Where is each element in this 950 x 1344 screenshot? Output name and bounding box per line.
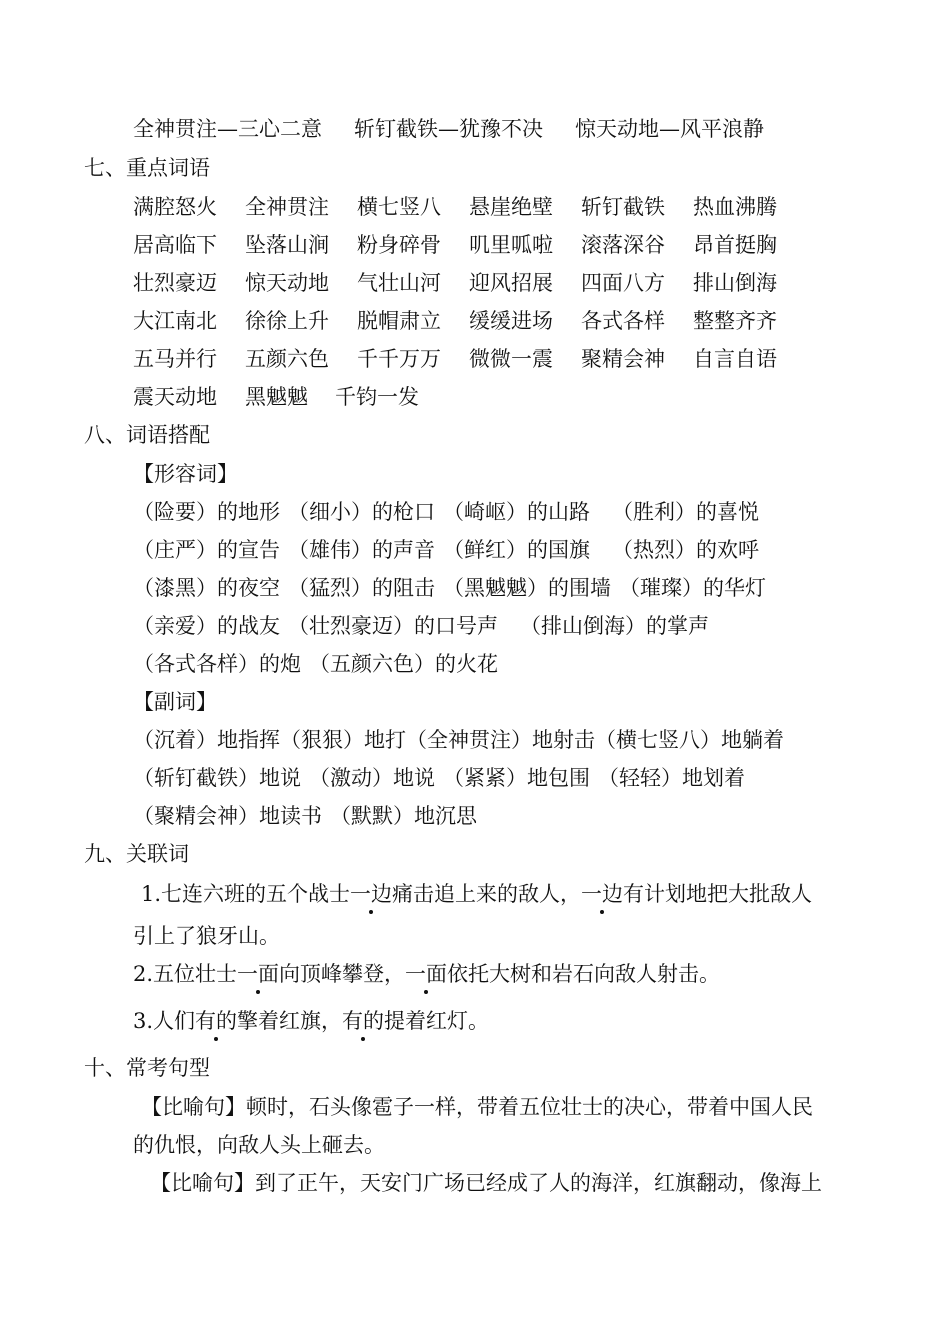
collocation-row	[133, 499, 759, 525]
collocation: （聚精会神）地读书	[133, 804, 322, 828]
conjunction-word	[342, 1009, 384, 1033]
collocation: （轻轻）地划着	[598, 766, 745, 790]
word: 惊天动地	[245, 271, 329, 295]
sentence-example-1	[141, 1094, 813, 1120]
emphasis-dotted: 一边	[581, 882, 624, 906]
antonym-pairs-line	[133, 116, 764, 142]
word: 缓缓进场	[469, 309, 553, 333]
word: 斩钉截铁	[581, 195, 665, 219]
word: 粉身碎骨	[357, 233, 441, 257]
word: 大江南北	[133, 309, 217, 333]
collocation-row	[133, 575, 766, 601]
word: 迎风招展	[469, 271, 553, 295]
sentence-text: 1.七连六班的五个战士	[141, 882, 351, 906]
word-row	[133, 232, 777, 258]
sentence-text: 到了正午，天安门广场已经成了人的海洋，红旗翻动，像海上	[255, 1171, 822, 1195]
word-row	[133, 346, 777, 372]
sentence-text: 顿时，石头像雹子一样，带着五位壮士的决心，带着中国人民	[246, 1095, 813, 1119]
collocation: （黑魆魆）的围墙	[443, 576, 611, 600]
sentence-text: 依托大树和岩石向敌人射击。	[447, 962, 721, 986]
sentence-text: 3.人们	[133, 1009, 196, 1033]
word: 全神贯注	[245, 195, 329, 219]
collocation: （默默）地沉思	[330, 804, 477, 828]
word: 昂首挺胸	[693, 233, 777, 257]
collocation-row	[133, 765, 745, 791]
collocation: （壮烈豪迈）的口号声	[288, 614, 498, 638]
example-sentence-3	[133, 1008, 489, 1034]
section-heading-word-collocation: 八、词语搭配	[84, 423, 210, 447]
sentence-text: 痛击追上来的敌人，	[392, 882, 582, 906]
word: 气壮山河	[357, 271, 441, 295]
conjunction-word	[405, 962, 447, 986]
collocation: （猛烈）的阻击	[288, 576, 435, 600]
word: 居高临下	[133, 233, 217, 257]
collocation: （斩钉截铁）地说	[133, 766, 301, 790]
word: 四面八方	[581, 271, 665, 295]
section-heading-sentence-patterns: 十、常考句型	[84, 1056, 210, 1080]
antonym-pair: 斩钉截铁—犹豫不决	[354, 117, 543, 141]
word: 整整齐齐	[693, 309, 777, 333]
collocation: （激动）地说	[309, 766, 435, 790]
conjunction-word	[237, 962, 279, 986]
collocation-row	[133, 651, 498, 677]
subheading-adverbs: 【副词】	[133, 690, 217, 714]
word-row	[133, 270, 777, 296]
subheading-adjectives: 【形容词】	[133, 462, 238, 486]
sentence-type-label: 【比喻句】	[150, 1171, 255, 1195]
collocation: （各式各样）的炮	[133, 652, 301, 676]
emphasis-dotted: 一面	[237, 962, 280, 986]
antonym-pair: 全神贯注—三心二意	[133, 117, 322, 141]
word: 徐徐上升	[245, 309, 329, 333]
sentence-type-label: 【比喻句】	[141, 1095, 246, 1119]
collocation: （热烈）的欢呼	[612, 538, 759, 562]
collocation: （紧紧）地包围	[443, 766, 590, 790]
collocation: （排山倒海）的掌声	[520, 614, 709, 638]
section-heading-conjunctions: 九、关联词	[84, 842, 189, 866]
collocation: （险要）的地形	[133, 500, 280, 524]
collocation: （鲜红）的国旗	[443, 538, 590, 562]
collocation: （横七竖八）地躺着	[595, 728, 784, 752]
word: 千千万万	[357, 347, 441, 371]
word: 壮烈豪迈	[133, 271, 217, 295]
word: 热血沸腾	[693, 195, 777, 219]
word: 各式各样	[581, 309, 665, 333]
example-sentence-2	[133, 961, 720, 987]
sentence-text: 有计划地把大批敌人	[623, 882, 813, 906]
collocation: （沉着）地指挥	[133, 728, 280, 752]
word: 震天动地	[133, 385, 217, 409]
collocation: （漆黑）的夜空	[133, 576, 280, 600]
word: 满腔怒火	[133, 195, 217, 219]
collocation-row	[133, 613, 709, 639]
word-row	[133, 308, 777, 334]
collocation: （全神贯注）地射击	[406, 728, 595, 752]
emphasis-dotted: 一边	[350, 882, 393, 906]
emphasis-dotted: 有的	[342, 1009, 385, 1033]
collocation-row	[133, 727, 784, 753]
collocation-row	[133, 803, 477, 829]
sentence-text: 擎着红旗，	[237, 1009, 343, 1033]
word: 坠落山涧	[245, 233, 329, 257]
word: 叽里呱啦	[469, 233, 553, 257]
word: 五颜六色	[245, 347, 329, 371]
word: 黑魆魆	[245, 385, 308, 409]
collocation: （庄严）的宣告	[133, 538, 280, 562]
sentence-example-2	[150, 1170, 822, 1196]
word: 自言自语	[693, 347, 777, 371]
word-row	[133, 194, 777, 220]
word-row	[133, 384, 419, 410]
antonym-pair: 惊天动地—风平浪静	[575, 117, 764, 141]
collocation: （狠狠）地打	[280, 728, 406, 752]
section-heading-key-words: 七、重点词语	[84, 156, 210, 180]
word: 横七竖八	[357, 195, 441, 219]
collocation-row	[133, 537, 759, 563]
sentence-text: 向顶峰攀登，	[279, 962, 406, 986]
sentence-text: 提着红灯。	[384, 1009, 490, 1033]
word: 聚精会神	[581, 347, 665, 371]
word: 微微一震	[469, 347, 553, 371]
word: 五马并行	[133, 347, 217, 371]
word: 悬崖绝壁	[469, 195, 553, 219]
emphasis-dotted: 一面	[405, 962, 448, 986]
conjunction-word	[350, 882, 392, 906]
sentence-text: 2.五位壮士	[133, 962, 238, 986]
word: 排山倒海	[693, 271, 777, 295]
collocation: （亲爱）的战友	[133, 614, 280, 638]
word: 千钧一发	[335, 385, 419, 409]
conjunction-word	[195, 1009, 237, 1033]
sentence-example-1-cont: 的仇恨，向敌人头上砸去。	[133, 1133, 385, 1157]
collocation: （五颜六色）的火花	[309, 652, 498, 676]
collocation: （细小）的枪口	[288, 500, 435, 524]
word: 滚落深谷	[581, 233, 665, 257]
collocation: （崎岖）的山路	[443, 500, 590, 524]
example-sentence-1-cont: 引上了狼牙山。	[133, 924, 280, 948]
collocation: （雄伟）的声音	[288, 538, 435, 562]
collocation: （璀璨）的华灯	[619, 576, 766, 600]
conjunction-word	[581, 882, 623, 906]
example-sentence-1	[141, 881, 812, 907]
collocation: （胜利）的喜悦	[612, 500, 759, 524]
word: 脱帽肃立	[357, 309, 441, 333]
emphasis-dotted: 有的	[195, 1009, 238, 1033]
